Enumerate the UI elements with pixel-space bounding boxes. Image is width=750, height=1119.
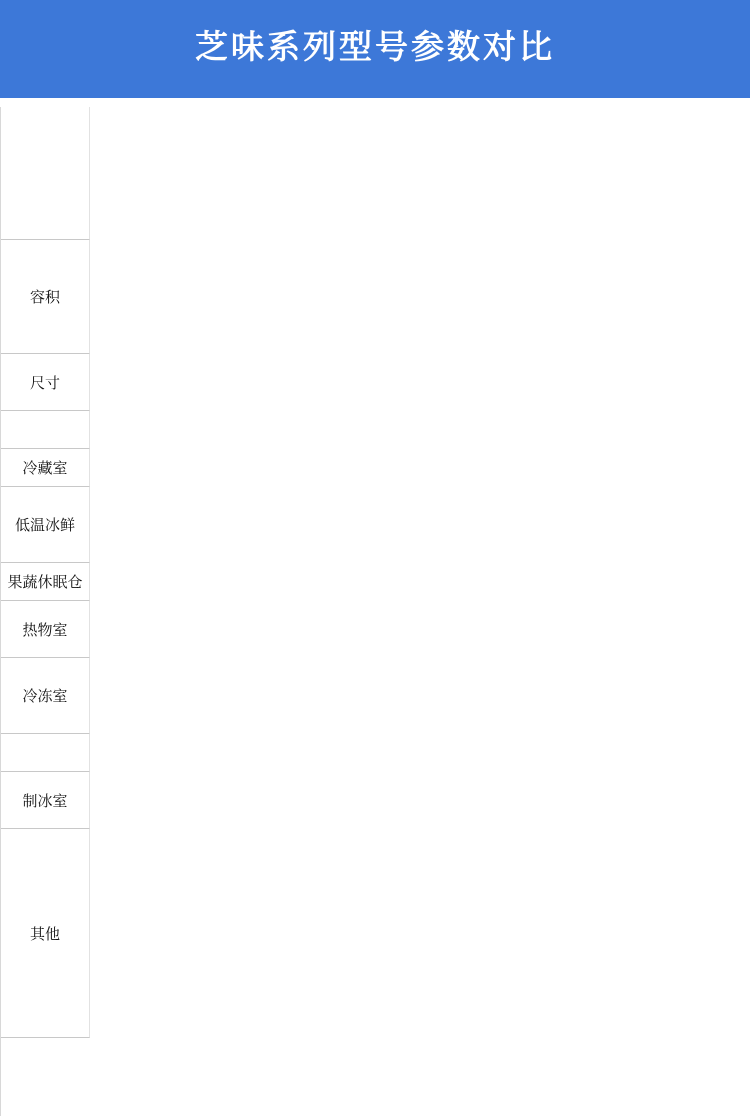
header-gap: [0, 98, 750, 107]
page-title: 芝味系列型号参数对比: [195, 26, 555, 66]
group-label: 冷藏室: [1, 449, 90, 487]
group-label: 果蔬休眠仓: [1, 563, 90, 601]
group-label: 冷冻室: [1, 658, 90, 734]
group-label: 其他: [1, 829, 90, 1038]
group-label: 热物室: [1, 601, 90, 658]
group-label: 尺寸: [1, 354, 90, 411]
group-label: 制冰室: [1, 772, 90, 829]
group-label: [1, 411, 90, 449]
group-label: 低温冰鲜: [1, 487, 90, 563]
group-label: [1, 107, 90, 240]
comparison-table: [0, 107, 750, 1116]
group-label: 容积: [1, 240, 90, 354]
page-header: [0, 0, 750, 98]
group-label: [1, 734, 90, 772]
